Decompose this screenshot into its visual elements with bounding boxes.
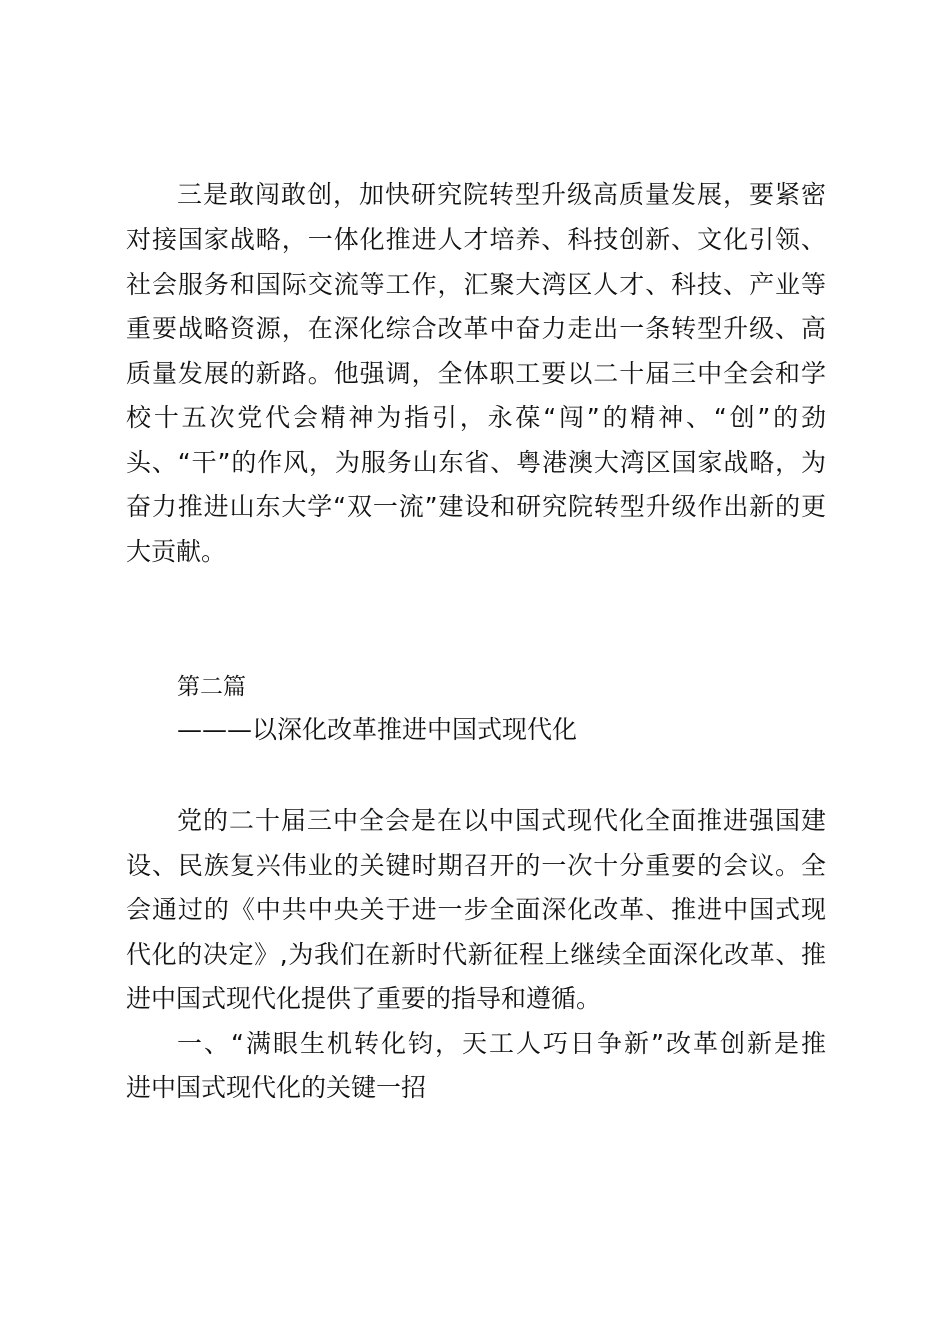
paragraph-1-line-1: 三是敢闯敢创，加快研究院转型升级高质量发展，要紧密 bbox=[177, 180, 826, 209]
paragraph-1-line-4: 重要战略资源，在深化综合改革中奋力走出一条转型升级、高 bbox=[126, 314, 826, 343]
paragraph-1-line-2: 对接国家战略，一体化推进人才培养、科技创新、文化引领、 bbox=[126, 225, 826, 254]
paragraph-2-line-2: 设、民族复兴伟业的关键时期召开的一次十分重要的会议。全 bbox=[126, 851, 826, 880]
section-title: 第二篇 bbox=[177, 674, 246, 700]
paragraph-2-line-3: 会通过的《中共中央关于进一步全面深化改革、推进中国式现 bbox=[126, 895, 826, 924]
section-subtitle: ———以深化改革推进中国式现代化 bbox=[177, 715, 578, 744]
paragraph-1-line-3: 社会服务和国际交流等工作，汇聚大湾区人才、科技、产业等 bbox=[126, 270, 826, 299]
paragraph-1-line-5: 质量发展的新路。他强调，全体职工要以二十届三中全会和学 bbox=[126, 359, 826, 388]
paragraph-1-line-9: 大贡献。 bbox=[126, 537, 227, 566]
paragraph-2-line-5: 进中国式现代化提供了重要的指导和遵循。 bbox=[126, 984, 602, 1013]
paragraph-1-line-7: 头、“干”的作风，为服务山东省、粤港澳大湾区国家战略，为 bbox=[126, 448, 826, 477]
paragraph-2-line-4: 代化的决定》,为我们在新时代新征程上继续全面深化改革、推 bbox=[126, 940, 826, 969]
paragraph-2-line-1: 党的二十届三中全会是在以中国式现代化全面推进强国建 bbox=[177, 806, 826, 835]
paragraph-3-line-2: 进中国式现代化的关键一招 bbox=[126, 1073, 427, 1102]
paragraph-1-line-8: 奋力推进山东大学“双一流”建设和研究院转型升级作出新的更 bbox=[126, 492, 826, 521]
paragraph-1-line-6: 校十五次党代会精神为指引，永葆“闯”的精神、“创”的劲 bbox=[126, 403, 826, 432]
paragraph-3-line-1: 一、“满眼生机转化钧，天工人巧日争新”改革创新是推 bbox=[177, 1029, 826, 1058]
